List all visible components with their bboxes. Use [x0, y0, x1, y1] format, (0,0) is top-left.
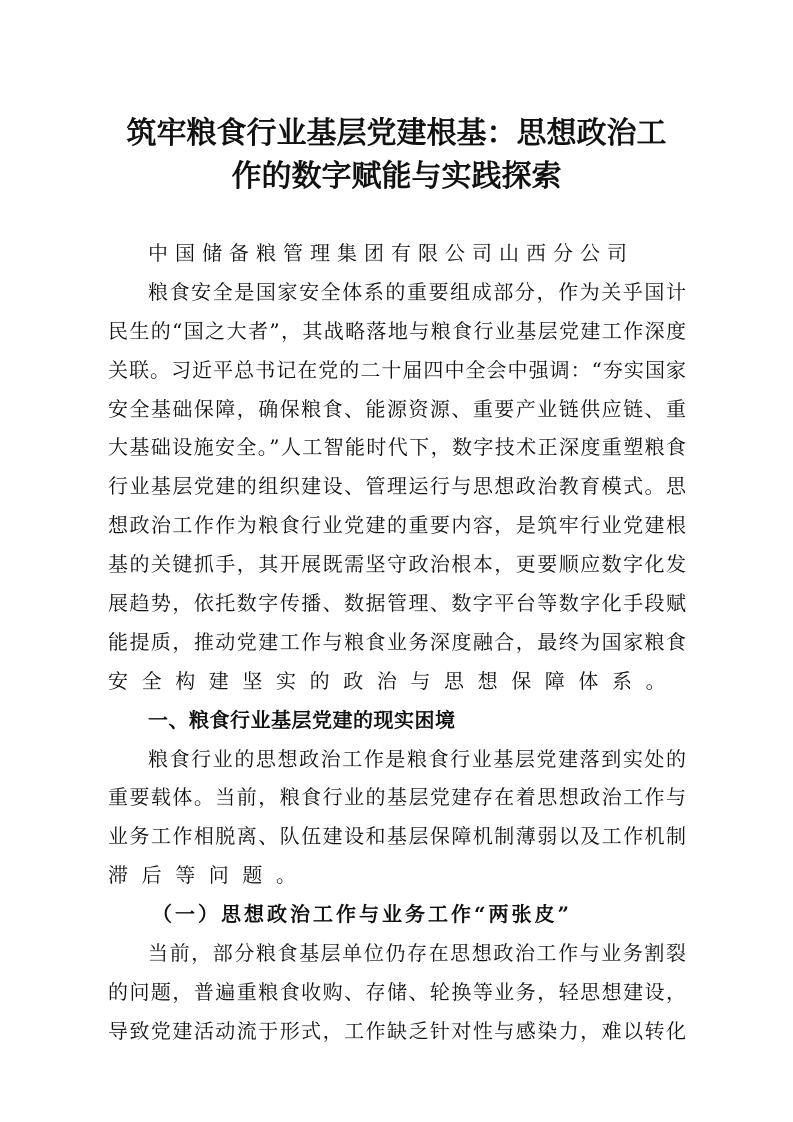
text-line: 关联。习近平总书记在党的二十届四中全会中强调：“夯实国家 [108, 357, 686, 382]
author-affiliation: 中国储备粮管理集团有限公司山西分公司 [148, 241, 634, 265]
paragraph-intro [108, 273, 686, 701]
text-line: 导致党建活动流于形式，工作缺乏针对性与感染力，难以转化 [108, 1018, 686, 1043]
text-line: 能提质，推动党建工作与粮食业务深度融合，最终为国家粮食 [108, 629, 686, 654]
text-line: 大基础设施安全。”人工智能时代下，数字技术正深度重塑粮食 [108, 435, 686, 460]
text-line: 粮食安全是国家安全体系的重要组成部分，作为关乎国计 [148, 279, 686, 304]
text-line: 的问题，普遍重粮食收购、存储、轮换等业务，轻思想建设， [108, 979, 686, 1004]
text-line: 重要载体。当前，粮食行业的基层党建存在着思想政治工作与 [108, 785, 686, 810]
section-heading-1: 一、粮食行业基层党建的现实困境 [148, 707, 456, 732]
text-line: 当前，部分粮食基层单位仍存在思想政治工作与业务割裂 [148, 941, 686, 966]
text-line: 安全基础保障，确保粮食、能源资源、重要产业链供应链、重 [108, 396, 686, 421]
title-line-2: 作的数字赋能与实践探索 [231, 159, 562, 194]
text-line: 展趋势，依托数字传播、数据管理、数字平台等数字化手段赋 [108, 591, 686, 616]
text-line: 民生的“国之大者”，其战略落地与粮食行业基层党建工作深度 [108, 318, 686, 343]
subsection-heading-1: （一）思想政治工作与业务工作“两张皮” [152, 902, 573, 927]
text-line: 业务工作相脱离、队伍建设和基层保障机制薄弱以及工作机制 [108, 824, 686, 849]
document-title [100, 112, 693, 198]
paragraph-section-1 [108, 740, 686, 896]
text-line: 安全构建坚实的政治与思想保障体系。 [108, 668, 680, 693]
text-line: 滞后等问题。 [108, 863, 310, 888]
text-line: 粮食行业的思想政治工作是粮食行业基层党建落到实处的 [148, 746, 686, 771]
document-body [108, 234, 686, 1051]
title-line-1: 筑牢粮食行业基层党建根基：思想政治工 [126, 116, 667, 151]
text-line: 想政治工作作为粮食行业党建的重要内容，是筑牢行业党建根 [108, 513, 686, 538]
text-line: 行业基层党建的组织建设、管理运行与思想政治教育模式。思 [108, 474, 686, 499]
paragraph-subsection-1 [108, 934, 686, 1051]
text-line: 基的关键抓手，其开展既需坚守政治根本，更要顺应数字化发 [108, 552, 686, 577]
